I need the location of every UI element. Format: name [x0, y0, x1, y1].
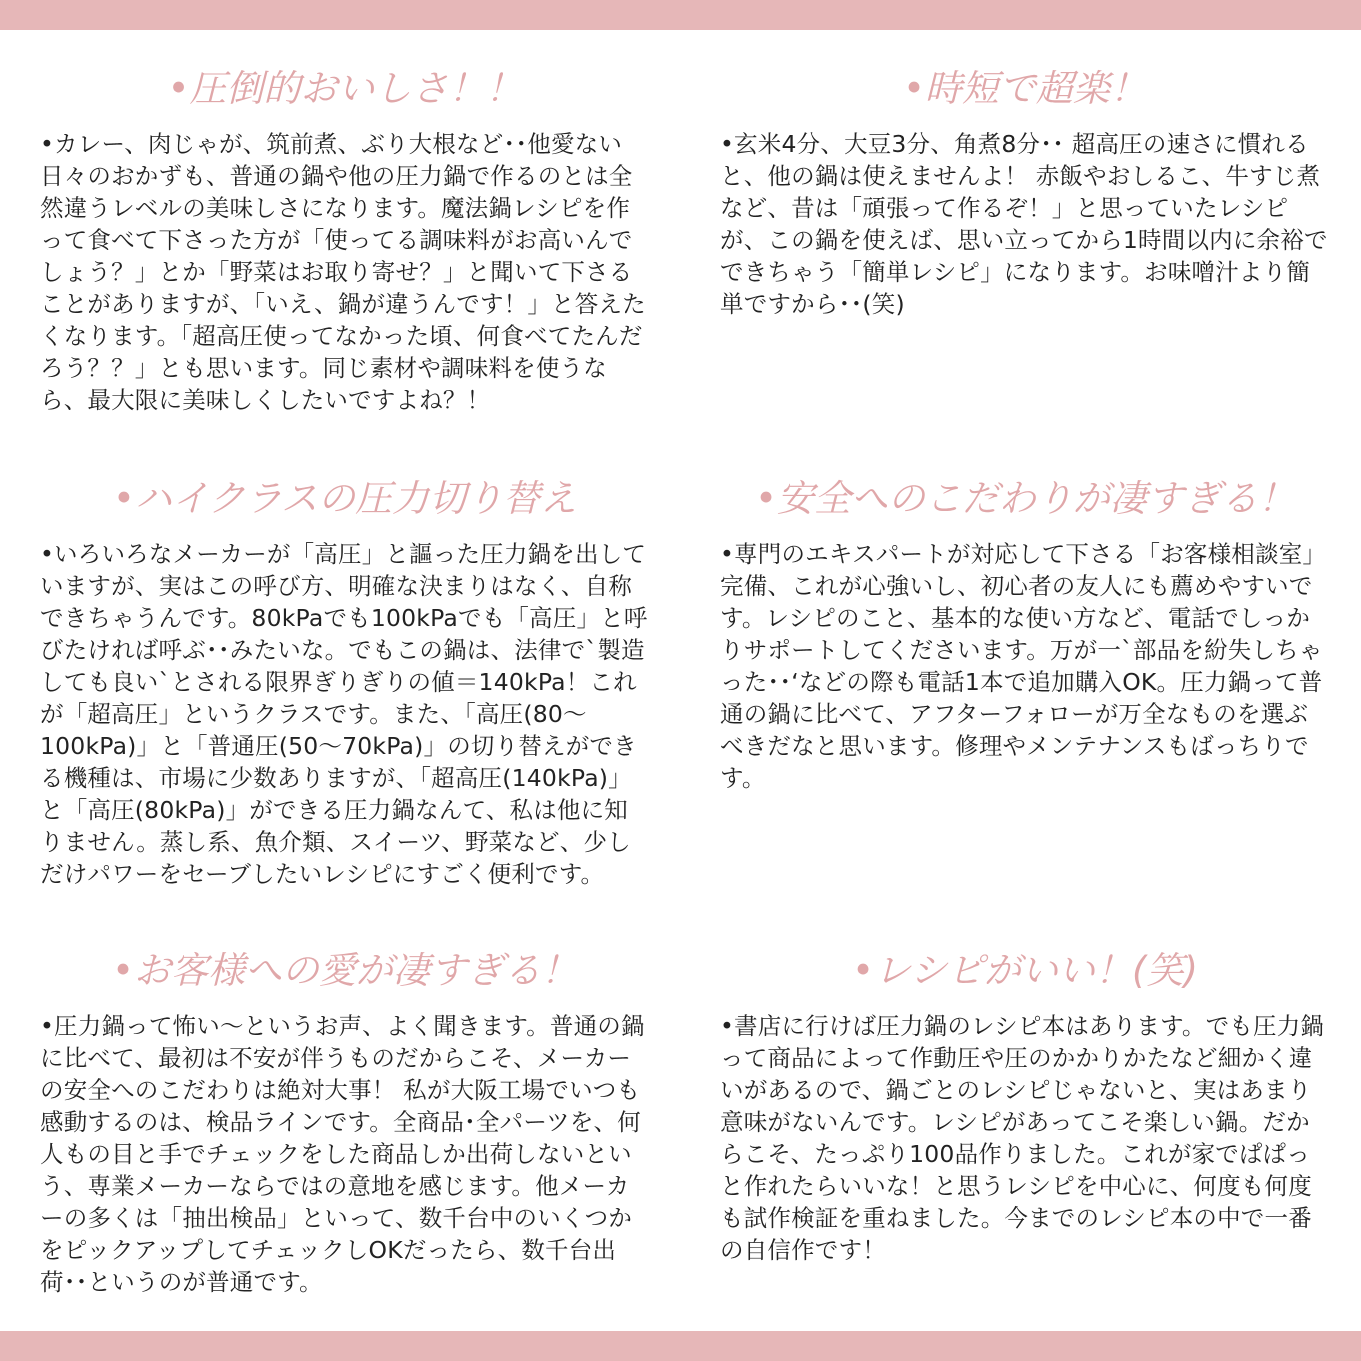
- section-pressure-switching: [40, 474, 650, 890]
- section-overwhelming-taste: [40, 64, 650, 416]
- section-heading: •圧倒的おいしさ！！: [167, 67, 523, 110]
- section-heading: •レシピがいい！(笑): [852, 949, 1198, 992]
- bottom-decorative-band: [0, 1331, 1361, 1361]
- section-heading: •安全へのこだわりが凄すぎる！: [755, 477, 1295, 520]
- section-body: •カレー、肉じゃが、筑前煮、ぶり大根など･･他愛ない日々のおかずも、普通の鍋や他の圧力鍋で作るのとは全然違うレベルの美味しさになります。魔法鍋レシピを作って食べて下さった方が「使ってる調味料がお高いんでしょう？」とか「野菜はお取り寄せ？」と聞いて下さることがありますが、「いえ、鍋が違うんです！」と答えたくなります。「超高圧使ってなかった頃、何食べてたんだろう？？」とも思います。同じ素材や調味料を使うなら、最大限に美味しくしたいですよね？！: [40, 130, 646, 414]
- section-body: •圧力鍋って怖い～というお声、よく聞きます。普通の鍋に比べて、最初は不安が伴うものだからこそ、メーカーの安全へのこだわりは絶対大事！ 私が大阪工場でいつも感動するのは、検品ラインです。全商品･全パーツを、何人もの目と手でチェックをした商品しか出荷しないという、専業メーカーならではの意地を感じます。他メーカーの多くは「抽出検品」といって、数千台中のいくつかをピックアップしてチェックしOKだったら、数千台出荷･･というのが普通です。: [40, 1012, 645, 1296]
- section-body: •専門のエキスパートが対応して下さる「お客様相談室」完備、これが心強いし、初心者の友人にも薦めやすいです。レシピのこと、基本的な使い方など、電話でしっかりサポートしてくださいます。万が一`部品を紛失しちゃった･･‘などの際も電話1本で追加購入OK。圧力鍋って普通の鍋に比べて、アフターフォローが万全なものを選ぶべきだなと思います。修理やメンテナンスもばっちりです。: [720, 540, 1327, 792]
- section-safety-commitment: [720, 474, 1330, 794]
- section-body: •いろいろなメーカーが「高圧」と謳った圧力鍋を出していますが、実はこの呼び方、明確な決まりはなく、自称できちゃうんです。80kPaでも100kPaでも「高圧」と呼びたければ呼ぶ･･みたいな。でもこの鍋は、法律で`製造しても良い`とされる限界ぎりぎりの値＝140kPa！これが「超高圧」というクラスです。また、「高圧(80～100kPa)」と「普通圧(50～70kPa)」の切り替えができる機種は、市場に少数ありますが、「超高圧(140kPa)」と「高圧(80kPa)」ができる圧力鍋なんて、私は他に知りません。蒸し系、魚介類、スイーツ、野菜など、少しだけパワーをセーブしたいレシピにすごく便利です。: [40, 540, 648, 888]
- section-good-recipes: [720, 946, 1330, 1266]
- section-customer-love: [40, 946, 650, 1298]
- section-time-saving: [720, 64, 1330, 320]
- section-heading: •時短で超楽！: [903, 67, 1147, 110]
- section-heading: •ハイクラスの圧力切り替え: [113, 477, 577, 520]
- top-decorative-band: [0, 0, 1361, 30]
- section-body: •書店に行けば圧力鍋のレシピ本はあります。でも圧力鍋って商品によって作動圧や圧のかかりかたなど細かく違いがあるので、鍋ごとのレシピじゃないと、実はあまり意味がないんです。レシピがあってこそ楽しい鍋。だからこそ、たっぷり100品作りました。これが家でぱぱっと作れたらいいな！と思うレシピを中心に、何度も何度も試作検証を重ねました。今までのレシピ本の中で一番の自信作です！: [720, 1012, 1325, 1264]
- section-body: •玄米4分、大豆3分、角煮8分･･ 超高圧の速さに慣れると、他の鍋は使えませんよ！ 赤飯やおしるこ、牛すじ煮など、昔は「頑張って作るぞ！」と思っていたレシピが、この鍋を使えば、思い立ってから1時間以内に余裕でできちゃう「簡単レシピ」になります。お味噌汁より簡単ですから･･(笑): [720, 130, 1328, 318]
- section-heading: •お客様への愛が凄すぎる！: [112, 949, 578, 992]
